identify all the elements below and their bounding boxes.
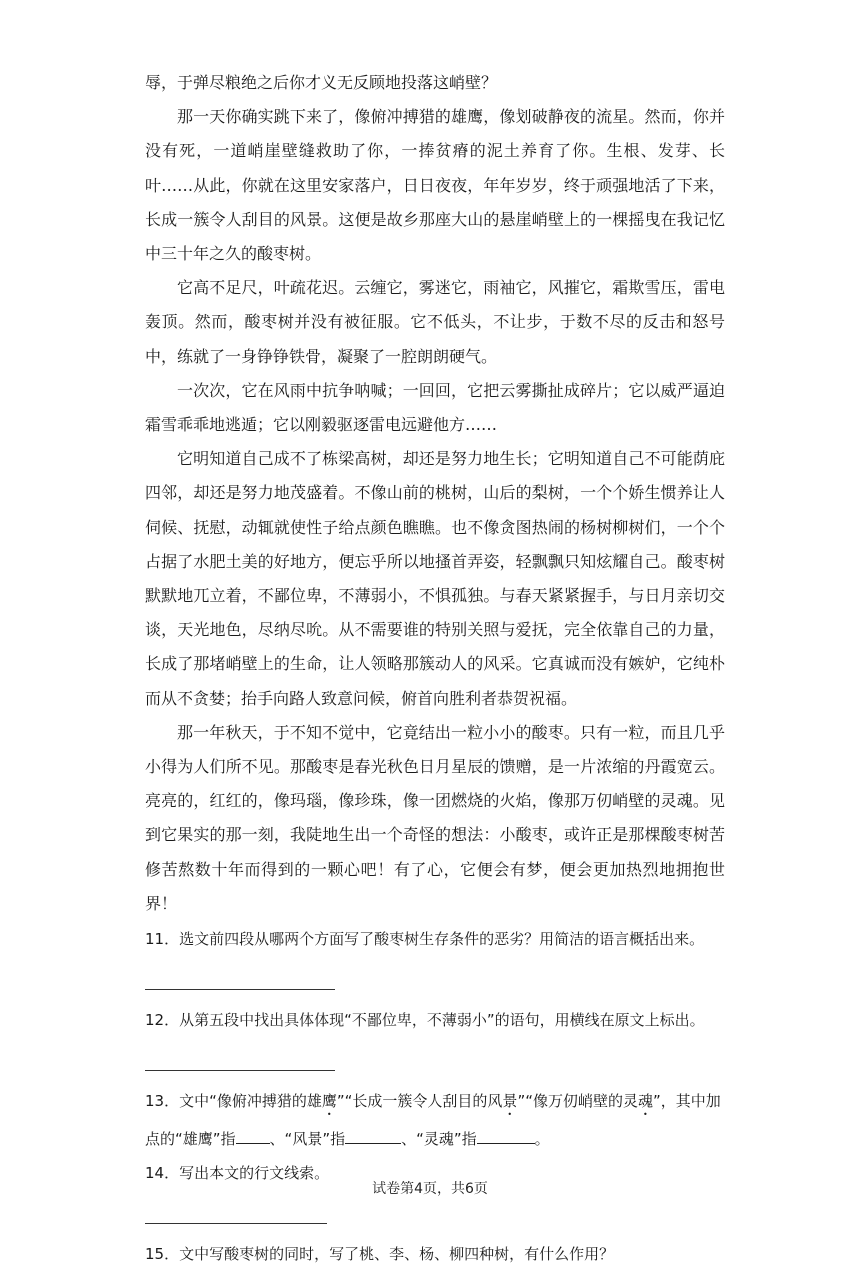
answer-line-14[interactable]: [145, 1223, 327, 1224]
emphasis-dot-word: 景: [502, 1092, 518, 1111]
emphasis-dot-word: 魂: [637, 1092, 653, 1111]
fill-blank-3[interactable]: [477, 1127, 535, 1144]
question-12: 12．从第五段中找出具体体现“不鄙位卑，不薄弱小”的语句，用横线在原文上标出。: [145, 1011, 705, 1030]
question-15: 15．文中写酸枣树的同时，写了桃、李、杨、柳四种树，有什么作用？: [145, 1245, 615, 1264]
answer-line-12[interactable]: [145, 1070, 335, 1071]
passage-paragraph-3: 一次次，它在风雨中抗争呐喊；一回回，它把云雾撕扯成碎片；它以威严逼迫霜雪乖乖地逃遁；它以刚毅驱逐雷电远避他方……: [145, 380, 725, 435]
passage-paragraph-2: 它高不足尺，叶疏花迟。云缠它，雾迷它，雨袖它，风摧它，霜欺雪压，雷电轰顶。然而，酸枣树并没有被征服。它不低头，不让步，于数不尽的反击和怒号中，练就了一身铮铮铁骨，凝聚了一腔朗朗硬气。: [145, 278, 725, 366]
passage-paragraph-5: 那一年秋天，于不知不觉中，它竟结出一粒小小的酸枣。只有一粒，而且几乎小得为人们所不见。那酸枣是春光秋色日月星辰的馈赠，是一片浓缩的丹霞宽云。亮亮的，红红的，像玛瑙，像珍珠，像一团燃烧的火焰，像那万仞峭壁的灵魂。见到它果实的那一刻，我陡地生出一个奇怪的想法：小酸枣，或许正是那棵酸枣树苦修苦熬数十年而得到的一颗心吧！有了心，它便会有梦，便会更加热烈地拥抱世界！: [145, 722, 725, 913]
exam-page-content: [145, 66, 725, 1270]
fill-blank-2[interactable]: [345, 1127, 401, 1144]
question-14: 14．写出本文的行文线索。: [145, 1164, 330, 1183]
question-11: 11．选文前四段从哪两个方面写了酸枣树生存条件的恶劣？用简洁的语言概括出来。: [145, 930, 705, 949]
passage-paragraph-4: 它明知道自己成不了栋梁高树，却还是努力地生长；它明知道自己不可能荫庇四邻，却还是努力地茂盛着。不像山前的桃树，山后的梨树，一个个娇生惯养让人伺候、抚慰，动辄就使性子给点颜色瞧瞧。也不像贪图热闹的杨树柳树们，一个个占据了水肥土美的好地方，便忘乎所以地搔首弄姿，轻飘飘只知炫耀自己。酸枣树默默地兀立着，不鄙位卑，不薄弱小，不惧孤独。与春天紧紧握手，与日月亲切交谈，天光地色，尽纳尽吮。从不需要谁的特别关照与爱抚，完全依靠自己的力量，长成了那堵峭壁上的生命，让人领略那簇动人的风采。它真诚而没有嫉妒，它纯朴而从不贪婪；抬手向路人致意问候，俯首向胜利者恭贺祝福。: [145, 449, 725, 708]
question-13-line-2: 点的“雄鹰”指 、“风景”指 、“灵魂”指 。: [145, 1123, 725, 1155]
emphasis-dot-word: 鹰: [321, 1092, 337, 1111]
answer-line-11[interactable]: [145, 989, 335, 990]
fill-blank-1[interactable]: [236, 1127, 270, 1144]
passage-paragraph-0: 辱，于弹尽粮绝之后你才义无反顾地投落这峭壁？: [145, 73, 498, 92]
passage-paragraph-1: 那一天你确实跳下来了，像俯冲搏猎的雄鹰，像划破静夜的流星。然而，你并没有死，一道峭崖壁缝救助了你，一捧贫瘠的泥土养育了你。生根、发芽、长叶……从此，你就在这里安家落户，日日夜夜，年年岁岁，终于顽强地活了下来，长成一簇令人刮目的风景。这便是故乡那座大山的悬崖峭壁上的一棵摇曳在我记忆中三十年之久的酸枣树。: [145, 107, 725, 264]
page-footer: 试卷第4页，共6页: [372, 1181, 488, 1197]
question-13: 13．文中“像俯冲搏猎的雄鹰”“长成一簇令人刮目的风景”“像万仞峭壁的灵魂”，其中加: [145, 1092, 721, 1111]
